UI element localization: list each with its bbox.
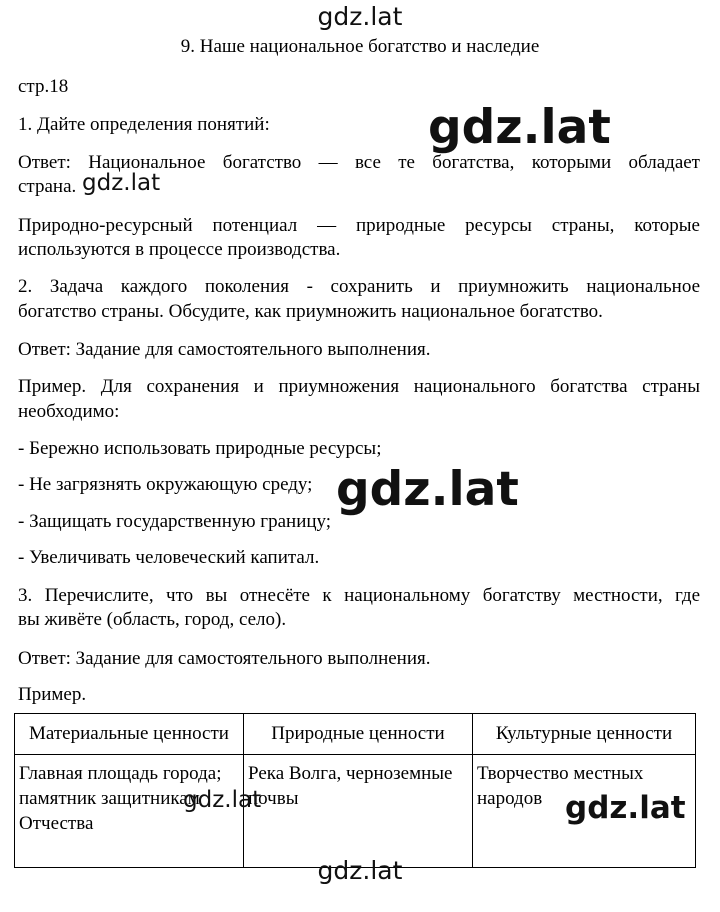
answer-1-line-1: Ответ: Национальное богатство — все те богатства, которыми обладает: [18, 152, 700, 173]
answer-2: Ответ: Задание для самостоятельного выполнения.: [18, 339, 431, 360]
watermark-big: gdz.lat: [336, 462, 519, 517]
answer-3: Ответ: Задание для самостоятельного выполнения.: [18, 648, 431, 669]
answer-1b-line-2: используются в процессе производства.: [18, 239, 341, 260]
example-2-line-1: Пример. Для сохранения и приумножения национального богатства страны: [18, 376, 700, 397]
question-3-line-2: вы живёте (область, город, село).: [18, 609, 287, 630]
bullet-item: - Защищать государственную границу;: [18, 511, 332, 532]
watermark-top: gdz.lat: [317, 2, 403, 31]
example-label: Пример.: [18, 684, 87, 705]
answer-1b-line-1: Природно-ресурсный потенциал — природные ресурсы страны, которые: [18, 215, 700, 236]
watermark-bottom: gdz.lat: [317, 856, 403, 885]
question-1: 1. Дайте определения понятий:: [18, 114, 270, 135]
watermark-table-left: gdz.lat: [183, 787, 262, 813]
answer-1-line-2: страна.: [18, 176, 77, 197]
watermark-inline: gdz.lat: [82, 170, 161, 196]
table-header: Материальные ценности: [15, 714, 244, 755]
bullet-item: - Не загрязнять окружающую среду;: [18, 474, 313, 495]
bullet-item: - Увеличивать человеческий капитал.: [18, 547, 320, 568]
question-2-line-1: 2. Задача каждого поколения - сохранить и приумножить национальное: [18, 276, 700, 297]
page-title: 9. Наше национальное богатство и наследие: [180, 36, 540, 57]
watermark-big: gdz.lat: [428, 100, 611, 155]
table-header: Природные ценности: [244, 714, 473, 755]
table-cell: Главная площадь города; памятник защитникам Отчества: [15, 755, 244, 868]
page-number: стр.18: [18, 76, 69, 97]
table-header-row: [15, 714, 696, 755]
table-cell: Творчество местных народов: [473, 755, 696, 868]
table-header: Культурные ценности: [473, 714, 696, 755]
question-3-line-1: 3. Перечислите, что вы отнесёте к национальному богатству местности, где: [18, 585, 700, 606]
bullet-item: - Бережно использовать природные ресурсы;: [18, 438, 382, 459]
watermark-table-right: gdz.lat: [565, 790, 686, 826]
example-2-line-2: необходимо:: [18, 401, 120, 422]
table-cell: Река Волга, черноземные почвы: [244, 755, 473, 868]
question-2-line-2: богатство страны. Обсудите, как приумножить национальное богатство.: [18, 301, 603, 322]
